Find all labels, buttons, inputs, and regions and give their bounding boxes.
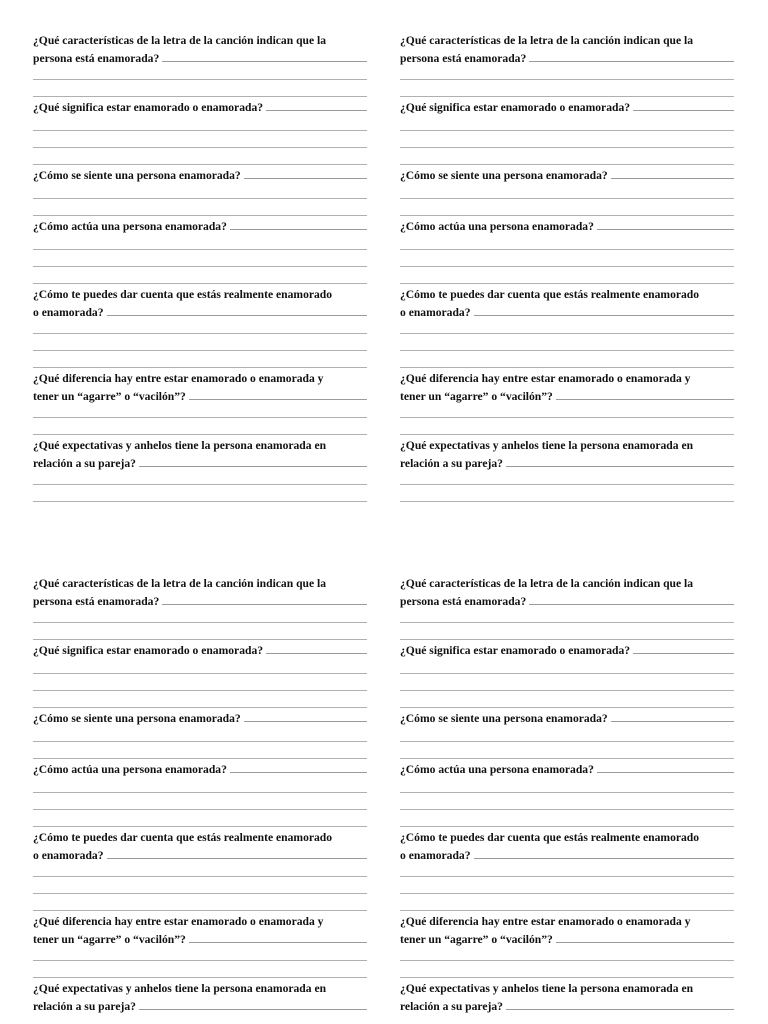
question-expectations — [33, 980, 367, 1016]
answer-line[interactable] — [33, 333, 367, 334]
answer-blank[interactable] — [597, 761, 734, 773]
answer-blank[interactable] — [529, 593, 734, 605]
question-difference — [400, 370, 734, 406]
question-realize — [33, 829, 367, 865]
question-realize-line2: o enamorada? — [33, 306, 104, 319]
question-meaning-text: ¿Qué significa estar enamorado o enamorada? — [33, 101, 264, 114]
question-realize — [400, 829, 734, 865]
question-difference — [400, 913, 734, 949]
question-difference-line2: tener un “agarre” o “vacilón”? — [400, 390, 553, 403]
question-expectations-line1: ¿Qué expectativas y anhelos tiene la persona enamorada en — [33, 982, 327, 995]
answer-line[interactable] — [33, 910, 367, 911]
answer-blank[interactable] — [633, 642, 734, 654]
answer-line[interactable] — [33, 826, 367, 827]
answer-line[interactable] — [33, 893, 367, 894]
question-difference-line2: tener un “agarre” o “vacilón”? — [33, 933, 186, 946]
answer-line[interactable] — [33, 809, 367, 810]
answer-line[interactable] — [400, 960, 734, 961]
question-expectations — [400, 980, 734, 1016]
question-realize-line1: ¿Cómo te puedes dar cuenta que estás realmente enamorado — [33, 288, 333, 301]
question-feeling-text: ¿Cómo se siente una persona enamorada? — [400, 712, 608, 725]
answer-line[interactable] — [33, 350, 367, 351]
answer-line[interactable] — [33, 434, 367, 435]
answer-line[interactable] — [400, 484, 734, 485]
question-realize-line2: o enamorada? — [400, 849, 471, 862]
answer-blank[interactable] — [162, 50, 367, 62]
question-acting — [33, 218, 367, 236]
question-realize-line1: ¿Cómo te puedes dar cuenta que estás realmente enamorado — [400, 288, 700, 301]
question-meaning-text: ¿Qué significa estar enamorado o enamorada? — [400, 101, 631, 114]
answer-blank[interactable] — [266, 99, 367, 111]
question-meaning — [33, 642, 367, 660]
answer-blank[interactable] — [189, 931, 367, 943]
question-meaning-text: ¿Qué significa estar enamorado o enamorada? — [33, 644, 264, 657]
answer-line[interactable] — [400, 283, 734, 284]
question-acting — [400, 761, 734, 779]
answer-line[interactable] — [33, 639, 367, 640]
answer-line[interactable] — [33, 367, 367, 368]
answer-blank[interactable] — [529, 50, 734, 62]
question-expectations-line2: relación a su pareja? — [33, 457, 136, 470]
question-meaning-text: ¿Qué significa estar enamorado o enamorada? — [400, 644, 631, 657]
answer-line[interactable] — [400, 333, 734, 334]
answer-line[interactable] — [33, 876, 367, 877]
question-difference-line1: ¿Qué diferencia hay entre estar enamorado o enamorada y — [400, 915, 691, 928]
question-lyrics-line2: persona está enamorada? — [33, 52, 160, 65]
answer-line[interactable] — [400, 673, 734, 674]
question-difference-line1: ¿Qué diferencia hay entre estar enamorado o enamorada y — [33, 915, 324, 928]
answer-blank[interactable] — [556, 931, 734, 943]
answer-line[interactable] — [400, 79, 734, 80]
answer-line[interactable] — [33, 417, 367, 418]
question-lyrics-line2: persona está enamorada? — [33, 595, 160, 608]
answer-blank[interactable] — [611, 167, 734, 179]
answer-line[interactable] — [33, 266, 367, 267]
answer-blank[interactable] — [597, 218, 734, 230]
question-feeling — [33, 710, 367, 728]
answer-line[interactable] — [33, 741, 367, 742]
answer-blank[interactable] — [162, 593, 367, 605]
answer-blank[interactable] — [266, 642, 367, 654]
answer-line[interactable] — [400, 893, 734, 894]
answer-blank[interactable] — [244, 710, 367, 722]
answer-line[interactable] — [400, 741, 734, 742]
answer-blank[interactable] — [633, 99, 734, 111]
question-realize-line1: ¿Cómo te puedes dar cuenta que estás realmente enamorado — [400, 831, 700, 844]
answer-line[interactable] — [33, 960, 367, 961]
question-meaning — [33, 99, 367, 117]
answer-line[interactable] — [400, 501, 734, 502]
question-difference-line2: tener un “agarre” o “vacilón”? — [400, 933, 553, 946]
answer-blank[interactable] — [230, 761, 367, 773]
answer-blank[interactable] — [474, 847, 734, 859]
answer-line[interactable] — [400, 910, 734, 911]
question-feeling-text: ¿Cómo se siente una persona enamorada? — [400, 169, 608, 182]
question-realize — [33, 286, 367, 322]
question-meaning — [400, 99, 734, 117]
answer-line[interactable] — [33, 147, 367, 148]
question-lyrics — [33, 575, 367, 611]
answer-line[interactable] — [400, 690, 734, 691]
question-lyrics-line1: ¿Qué características de la letra de la canción indican que la — [33, 577, 327, 590]
question-realize-line2: o enamorada? — [33, 849, 104, 862]
answer-blank[interactable] — [139, 998, 367, 1010]
question-expectations — [33, 437, 367, 473]
question-expectations-line1: ¿Qué expectativas y anhelos tiene la persona enamorada en — [400, 439, 694, 452]
answer-line[interactable] — [33, 707, 367, 708]
answer-line[interactable] — [33, 249, 367, 250]
answer-line[interactable] — [33, 690, 367, 691]
answer-line[interactable] — [400, 707, 734, 708]
answer-line[interactable] — [400, 130, 734, 131]
question-feeling — [400, 710, 734, 728]
question-lyrics-line1: ¿Qué características de la letra de la canción indican que la — [400, 577, 694, 590]
answer-line[interactable] — [400, 977, 734, 978]
question-lyrics — [33, 32, 367, 68]
question-lyrics-line2: persona está enamorada? — [400, 52, 527, 65]
question-difference — [33, 370, 367, 406]
question-expectations-line2: relación a su pareja? — [400, 1000, 503, 1013]
question-expectations-line2: relación a su pareja? — [400, 457, 503, 470]
question-difference-line1: ¿Qué diferencia hay entre estar enamorado o enamorada y — [400, 372, 691, 385]
question-acting-text: ¿Cómo actúa una persona enamorada? — [33, 763, 227, 776]
answer-line[interactable] — [33, 96, 367, 97]
answer-blank[interactable] — [506, 998, 734, 1010]
answer-blank[interactable] — [474, 304, 734, 316]
answer-line[interactable] — [400, 622, 734, 623]
question-expectations-line1: ¿Qué expectativas y anhelos tiene la persona enamorada en — [400, 982, 694, 995]
answer-line[interactable] — [33, 198, 367, 199]
question-difference — [33, 913, 367, 949]
answer-line[interactable] — [400, 215, 734, 216]
answer-blank[interactable] — [244, 167, 367, 179]
answer-line[interactable] — [33, 758, 367, 759]
question-lyrics-line2: persona está enamorada? — [400, 595, 527, 608]
answer-line[interactable] — [33, 622, 367, 623]
question-acting-text: ¿Cómo actúa una persona enamorada? — [400, 220, 594, 233]
answer-line[interactable] — [400, 147, 734, 148]
answer-line[interactable] — [400, 792, 734, 793]
question-meaning — [400, 642, 734, 660]
answer-line[interactable] — [400, 367, 734, 368]
answer-line[interactable] — [33, 501, 367, 502]
answer-blank[interactable] — [107, 304, 367, 316]
answer-line[interactable] — [33, 215, 367, 216]
question-difference-line1: ¿Qué diferencia hay entre estar enamorado o enamorada y — [33, 372, 324, 385]
question-acting — [33, 761, 367, 779]
question-acting-text: ¿Cómo actúa una persona enamorada? — [400, 763, 594, 776]
question-feeling-text: ¿Cómo se siente una persona enamorada? — [33, 712, 241, 725]
answer-line[interactable] — [33, 164, 367, 165]
answer-blank[interactable] — [230, 218, 367, 230]
answer-line[interactable] — [400, 758, 734, 759]
answer-blank[interactable] — [506, 455, 734, 467]
question-lyrics — [400, 575, 734, 611]
answer-line[interactable] — [400, 876, 734, 877]
answer-blank[interactable] — [611, 710, 734, 722]
question-realize-line1: ¿Cómo te puedes dar cuenta que estás realmente enamorado — [33, 831, 333, 844]
answer-line[interactable] — [400, 826, 734, 827]
question-acting — [400, 218, 734, 236]
answer-line[interactable] — [400, 198, 734, 199]
answer-line[interactable] — [400, 164, 734, 165]
question-acting-text: ¿Cómo actúa una persona enamorada? — [33, 220, 227, 233]
question-difference-line2: tener un “agarre” o “vacilón”? — [33, 390, 186, 403]
question-feeling — [33, 167, 367, 185]
answer-blank[interactable] — [139, 455, 367, 467]
answer-blank[interactable] — [189, 388, 367, 400]
answer-line[interactable] — [400, 96, 734, 97]
answer-line[interactable] — [400, 350, 734, 351]
answer-line[interactable] — [33, 283, 367, 284]
question-lyrics-line1: ¿Qué características de la letra de la canción indican que la — [400, 34, 694, 47]
answer-line[interactable] — [400, 417, 734, 418]
answer-line[interactable] — [33, 484, 367, 485]
answer-line[interactable] — [33, 792, 367, 793]
answer-line[interactable] — [400, 809, 734, 810]
answer-line[interactable] — [400, 266, 734, 267]
answer-line[interactable] — [400, 249, 734, 250]
question-expectations-line1: ¿Qué expectativas y anhelos tiene la persona enamorada en — [33, 439, 327, 452]
answer-blank[interactable] — [556, 388, 734, 400]
question-realize-line2: o enamorada? — [400, 306, 471, 319]
question-lyrics — [400, 32, 734, 68]
question-expectations-line2: relación a su pareja? — [33, 1000, 136, 1013]
question-lyrics-line1: ¿Qué características de la letra de la canción indican que la — [33, 34, 327, 47]
question-feeling-text: ¿Cómo se siente una persona enamorada? — [33, 169, 241, 182]
answer-line[interactable] — [400, 639, 734, 640]
answer-line[interactable] — [33, 673, 367, 674]
question-expectations — [400, 437, 734, 473]
answer-line[interactable] — [400, 434, 734, 435]
answer-line[interactable] — [33, 977, 367, 978]
answer-blank[interactable] — [107, 847, 367, 859]
answer-line[interactable] — [33, 79, 367, 80]
answer-line[interactable] — [33, 130, 367, 131]
question-feeling — [400, 167, 734, 185]
question-realize — [400, 286, 734, 322]
